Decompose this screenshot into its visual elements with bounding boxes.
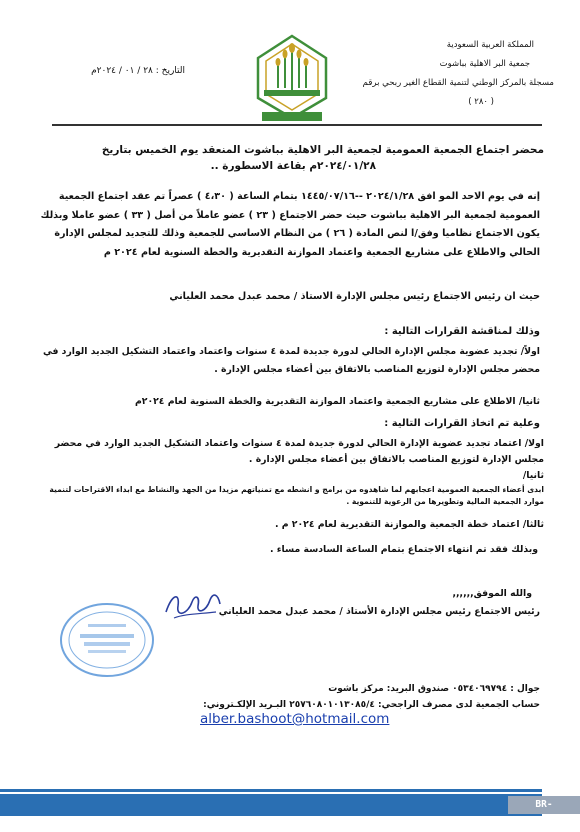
discussion-items <box>40 343 540 411</box>
minutes-title-date: ٢٠٢٤/٠١/٢٨م بقاعة الاسطورة .. <box>210 160 376 172</box>
contact-email-link[interactable]: alber.bashoot@hotmail.com <box>200 711 390 727</box>
resolution-item-2: ابدى أعضاء الجمعية العمومية اعجابهم لما شاهدوه من برامج و انشطه مع تمنياتهم مزيدا من الجهد والنشاط مع ابداء الاقتراحات لتنمية موارد الجمعية المالية وتطويرها من الرعوية للتنموية . <box>49 485 544 506</box>
resolution-item-1: اولا/ اعتماد تجديد عضوية الإدارة الحالي لدورة جديدة لمدة ٤ سنوات واعتماد التشكيل الجديد الوارد في محضر مجلس الإدارة لتوزيع المناصب بالاتفاق بين أعضاء مجلس الإدارة . <box>54 438 544 465</box>
letterhead-registration-number: ( ٢٨٠ ) <box>468 97 494 107</box>
resolution-item-2-label: ثانيا/ <box>522 470 544 481</box>
letterhead-registration: مسجلة بالمركز الوطني لتنمية القطاع الغير ربحي برقم <box>362 78 554 88</box>
meeting-intro-paragraph: إنه في يوم الاحد المو افق ٢٠٢٤/١/٢٨ --١٤٤٥/٠٧/١٦ بتمام الساعة ( ٤،٣٠ ) عصراً تم عقد اجتماع الجمعية العمومية لجمعية البر الاهلية بباشوت حيث حضر الاجتماع ( ٢٣ ) عضو عاملاً من أصل ( ٣٣ ) عضو عاملا وبذلك يكون الاجتماع نظاميا وفق/ا لنص المادة ( ٢٦ ) من النظام الاساسي للجمعية وذلك للتجديد لمجلس الإدارة الحالي والاطلاع على مشاريع الجمعية واعتماد الموازنة التقديرية والخطة السنوية لعام ٢٠٢٤ م <box>40 191 540 258</box>
discussion-item-1: اولاً/ تجديد عضوية مجلس الإدارة الحالي لدورة جديدة لمدة ٤ سنوات واعتماد واعتماد التشكيل الجديد الوارد في محضر مجلس الإدارة لتوزيع المناصب بالاتفاق بين أعضاء مجلس الإدارة . <box>42 346 540 375</box>
closing-greeting: والله الموفق,,,,,, <box>452 588 532 599</box>
discussion-item-2: ثانيا/ الاطلاع على مشاريع الجمعية واعتماد الموازنة التقديرية والخطة السنوية لعام ٢٠٢٤م <box>134 396 540 407</box>
official-stamp <box>58 600 156 680</box>
resolution-items <box>36 436 544 558</box>
meeting-chair-line: حيث ان رئيس الاجتماع رئيس مجلس الإدارة الاستاذ / محمد عبدل محمد العلياني <box>169 291 540 302</box>
contact-phone-pobox: جوال : ٠٥٣٤٠٦٩٧٩٤ صندوق البريد: مركز باشوت <box>328 684 540 694</box>
organization-logo <box>244 28 340 124</box>
resolutions-heading: وعلية تم اتخاذ القرارات التالية : <box>384 418 540 429</box>
minutes-title: محضر اجتماع الجمعية العمومية لجمعية البر الاهلية بباشوت المنعقد يوم الخميس بتاريخ <box>101 144 544 156</box>
footer-bar <box>0 794 542 816</box>
header-divider <box>52 124 542 126</box>
contact-bank-account: حساب الجمعية لدى مصرف الراجحي: ٢٥٧٦٠٨٠١٠١٣٠٨٥/٤ البـريد الإلكـتروني: <box>203 700 540 710</box>
letterhead-org-block <box>339 36 554 112</box>
discussion-heading: وذلك لمناقشة القرارات التالية : <box>384 326 540 337</box>
site-watermark: BR-BASHOT.COM <box>508 796 580 814</box>
meeting-closing-line: وبذلك فقد تم انتهاء الاجتماع بتمام الساعة السادسة مساء . <box>270 544 538 555</box>
document-date: التاريخ : ٢٨ / ٠١ / ٢٠٢٤م <box>91 66 185 76</box>
letterhead-country: المملكة العربية السعودية <box>446 40 534 50</box>
handwritten-signature <box>158 584 228 624</box>
resolution-item-3: ثالثا/ اعتماد خطة الجمعية والموازنة التقديرية لعام ٢٠٢٤ م . <box>274 519 544 530</box>
signer-line: رئيس الاجتماع رئيس مجلس الإدارة الأستاذ / محمد عبدل محمد العلياني <box>218 606 540 617</box>
letterhead-org-name: جمعية البر الاهلية بباشوت <box>439 59 530 69</box>
